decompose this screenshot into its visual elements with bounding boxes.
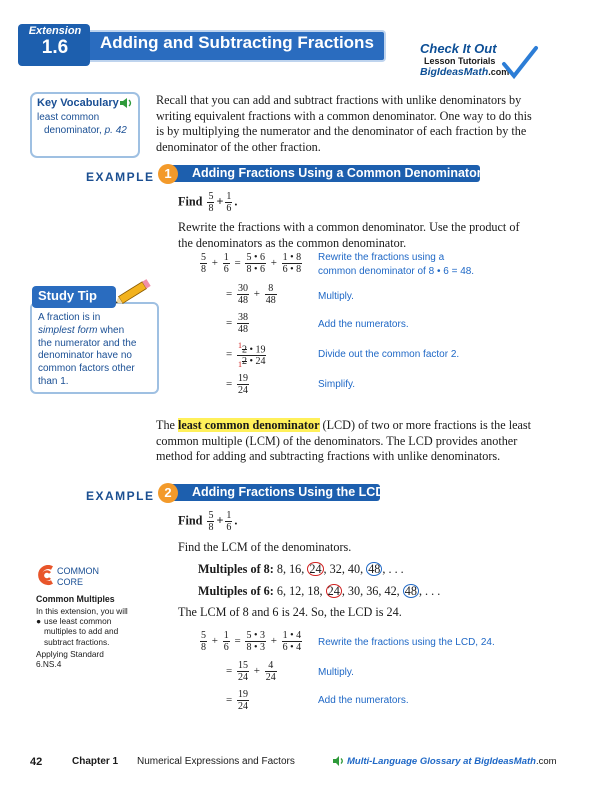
promo-line-1: Check It Out (420, 41, 497, 56)
find-word: Find (178, 513, 203, 528)
key-vocabulary-heading: Key Vocabulary (37, 97, 119, 109)
cc-line: In this extension, you will (36, 606, 128, 616)
circled-multiple: 48 (404, 584, 417, 598)
fraction-numerator: 5 (201, 630, 206, 641)
fraction-denominator: 8 (208, 203, 214, 214)
plus-sign: + (253, 288, 260, 301)
example-1-label: EXAMPLE (86, 170, 155, 184)
cancel-mark: 1 (237, 360, 242, 370)
fraction-denominator: 24 (237, 672, 248, 683)
example-1-prompt (178, 191, 237, 214)
chapter-title: Numerical Expressions and Factors (137, 756, 295, 767)
tip-term: simplest form (38, 324, 98, 336)
equals-sign: = (234, 635, 241, 648)
multiples-run: , . . . (418, 584, 441, 598)
highlighted-term: least common denominator (178, 418, 320, 432)
remaining-factor: • 19 (246, 344, 266, 356)
example-2-title: Adding Fractions Using the LCD (192, 485, 385, 499)
example-2-prompt (178, 510, 237, 533)
fraction-denominator: 6 (223, 264, 229, 275)
common-core-logo-icon (38, 565, 56, 587)
common-core-body (36, 606, 128, 669)
plus-sign: + (253, 665, 260, 678)
lcm-statement: The LCM of 8 and 6 is 24. So, the LCD is 24. (178, 605, 402, 619)
fraction-denominator: 8 (208, 522, 214, 533)
cc-bullet (36, 616, 128, 626)
text-run: The (156, 418, 178, 432)
fraction-denominator: 6 (223, 642, 229, 653)
ex1-note-4: Divide out the common factor 2. (318, 349, 460, 360)
fraction-denominator: 8 • 3 (246, 642, 265, 653)
fraction-numerator: 5 • 3 (246, 630, 265, 641)
multiples-label: Multiples of 8: (198, 562, 274, 576)
tip-line: denominator have no (38, 350, 132, 362)
fraction-denominator: 24 (237, 385, 248, 396)
vocab-page-ref: p. 42 (104, 125, 127, 136)
multiples-run: , 32, 40, (323, 562, 367, 576)
fraction-numerator: 19 (237, 373, 248, 384)
study-tip-title: Study Tip (38, 288, 97, 303)
plus-sign: + (211, 635, 218, 648)
ex1-note-5: Simplify. (318, 379, 356, 390)
period: . (234, 513, 238, 528)
fraction-denominator: 24 (265, 672, 276, 683)
ex1-note-1 (318, 252, 474, 277)
equals-sign: = (226, 378, 233, 391)
multiples-run: 8, 16, (273, 562, 308, 576)
multiples-run: , 30, 36, 42, (341, 584, 403, 598)
remaining-factor: • 24 (246, 356, 266, 368)
promo-site-suffix: .com (488, 67, 510, 77)
promo-line-2: Lesson Tutorials (424, 56, 496, 66)
lcd-paragraph (156, 418, 531, 465)
fraction-numerator: 4 (268, 660, 274, 671)
equals-sign: = (226, 348, 233, 361)
multiples-label: Multiples of 6: (198, 584, 274, 598)
plus-sign: + (270, 635, 277, 648)
speaker-icon[interactable] (332, 755, 346, 768)
fraction-denominator: 6 (226, 522, 232, 533)
ex2-step-1 (198, 630, 304, 653)
note-line: Rewrite the fractions using a (318, 252, 445, 263)
ex2-note-2: Multiply. (318, 667, 354, 678)
instruction-line: Rewrite the fractions with a common denominator. Use the product of (178, 220, 520, 234)
example-2-instruction: Find the LCM of the denominators. (178, 540, 352, 554)
ex2-step-2 (226, 660, 279, 683)
ex1-step-5 (226, 373, 251, 396)
fraction-denominator: 8 (201, 264, 206, 275)
speaker-icon[interactable] (119, 96, 135, 110)
note-line: common denominator of 8 • 6 = 48. (318, 266, 475, 277)
cancel-mark: 1 (237, 341, 242, 350)
text-run: (LCD) of two or more fractions is the least (319, 418, 532, 432)
fraction-numerator: 1 (223, 252, 229, 263)
find-word: Find (178, 194, 203, 209)
fraction-denominator: 8 (201, 642, 206, 653)
fraction-numerator: 1 (226, 191, 232, 202)
circled-multiple: 24 (327, 584, 340, 598)
ex2-step-3 (226, 689, 251, 712)
study-tip-text (38, 312, 136, 389)
fraction-denominator: 24 (237, 701, 248, 712)
fraction-numerator: 5 (208, 510, 214, 521)
tip-line (38, 325, 136, 338)
multiples-of-6 (198, 584, 440, 600)
fraction-numerator: 8 (268, 283, 274, 294)
fraction-denominator: 48 (237, 324, 248, 335)
equals-sign: = (226, 317, 233, 330)
ex2-note-3: Add the numerators. (318, 695, 409, 706)
cc-line: subtract fractions. (44, 636, 110, 647)
checkmark-icon (500, 44, 540, 80)
vocab-term-line2 (44, 125, 127, 136)
fraction-numerator: 5 (208, 191, 214, 202)
lcd-line: method for adding and subtracting fractions with unlike denominators. (156, 449, 501, 463)
ex1-note-2: Multiply. (318, 291, 354, 302)
fraction-denominator: 48 (237, 295, 248, 306)
promo-line-3[interactable] (420, 66, 509, 78)
equals-sign: = (226, 288, 233, 301)
fraction-numerator: 5 • 6 (246, 252, 265, 263)
plus-sign: + (216, 513, 224, 528)
page-title: Adding and Subtracting Fractions (100, 33, 374, 52)
intro-paragraph (156, 93, 532, 155)
cancelled-factor: 2 (241, 344, 247, 356)
cancelled-factor: 2 (241, 356, 247, 368)
circled-multiple: 48 (368, 562, 381, 576)
tip-word: when (97, 324, 125, 336)
extension-label: Extension (28, 25, 82, 37)
fraction-numerator: 38 (237, 312, 248, 323)
intro-line: writing equivalent fractions with a common denominator. One way to do this (156, 108, 532, 123)
tip-line: A fraction is in (38, 312, 101, 323)
bullet-dot-icon: ● (36, 616, 42, 627)
fraction-numerator: 5 (201, 252, 206, 263)
promo-site: BigIdeasMath (420, 66, 489, 78)
chapter-label: Chapter 1 (72, 756, 119, 767)
fraction-numerator: 30 (237, 283, 248, 294)
vocab-term-cont: denominator, (44, 125, 102, 136)
glossary-link[interactable] (347, 756, 557, 767)
tip-line: than 1. (38, 375, 69, 387)
fraction-denominator: 6 • 8 (282, 264, 302, 275)
intro-line: Recall that you can add and subtract fractions with unlike denominators by (156, 93, 522, 107)
cc-bullet-text: use least common (44, 616, 112, 627)
instruction-line: the denominators as the common denominator. (178, 235, 407, 250)
multiples-of-8 (198, 562, 404, 578)
glossary-suffix: .com (535, 756, 557, 767)
fraction-numerator: 19 (237, 689, 248, 700)
common-core-label-1: COMMON (57, 566, 99, 576)
fraction-numerator (237, 340, 267, 355)
example-1-instructions (178, 220, 520, 251)
equals-sign: = (226, 694, 233, 707)
intro-line: is by multiplying the numerator and the denominator of each fraction by the (156, 124, 527, 138)
vocab-term[interactable]: least common (37, 112, 100, 123)
tip-line: the numerator and the (38, 337, 137, 349)
equals-sign: = (234, 257, 241, 270)
common-core-label-2: CORE (57, 577, 84, 587)
lcd-line: common multiple (LCM) of the denominators. The LCD provides another (156, 433, 518, 448)
glossary-text: Multi-Language Glossary at BigIdeasMath (347, 756, 536, 767)
fraction-denominator: 8 • 6 (246, 264, 265, 275)
multiples-run: , . . . (382, 562, 404, 576)
period: . (234, 194, 238, 209)
page-number: 42 (30, 756, 43, 768)
fraction-denominator (237, 355, 267, 370)
extension-number: 1.6 (41, 37, 69, 58)
equals-sign: = (226, 665, 233, 678)
ex1-note-3: Add the numerators. (318, 319, 409, 330)
plus-sign: + (270, 257, 277, 270)
lcd-line (156, 418, 531, 434)
cc-line: 6.NS.4 (36, 659, 62, 670)
example-2-number: 2 (158, 483, 178, 503)
ex1-step-3 (226, 312, 251, 335)
ex1-step-4 (226, 340, 268, 370)
fraction-denominator: 6 • 4 (282, 642, 302, 653)
fraction-denominator: 6 (226, 203, 232, 214)
intro-line: denominator of the other fraction. (156, 139, 321, 154)
pencil-icon (112, 276, 158, 306)
fraction-numerator: 1 • 8 (282, 252, 302, 263)
fraction-numerator: 1 • 4 (282, 630, 302, 641)
ex2-note-1: Rewrite the fractions using the LCD, 24. (318, 637, 495, 648)
fraction-denominator: 48 (265, 295, 276, 306)
fraction-numerator: 1 (226, 510, 232, 521)
ex1-step-2 (226, 283, 279, 306)
plus-sign: + (216, 194, 224, 209)
multiples-run: 6, 12, 18, (273, 584, 326, 598)
example-1-title: Adding Fractions Using a Common Denominator (192, 166, 482, 180)
cc-line: multiples to add and (44, 626, 119, 637)
common-core-heading: Common Multiples (36, 594, 115, 604)
circled-multiple: 24 (309, 562, 322, 576)
cc-line: Applying Standard (36, 648, 104, 659)
example-1-number: 1 (158, 164, 178, 184)
ex1-step-1 (198, 252, 304, 275)
fraction-numerator: 1 (223, 630, 229, 641)
plus-sign: + (211, 257, 218, 270)
tip-line: common factors other (38, 363, 135, 375)
fraction-numerator: 15 (237, 660, 248, 671)
example-2-label: EXAMPLE (86, 489, 155, 503)
